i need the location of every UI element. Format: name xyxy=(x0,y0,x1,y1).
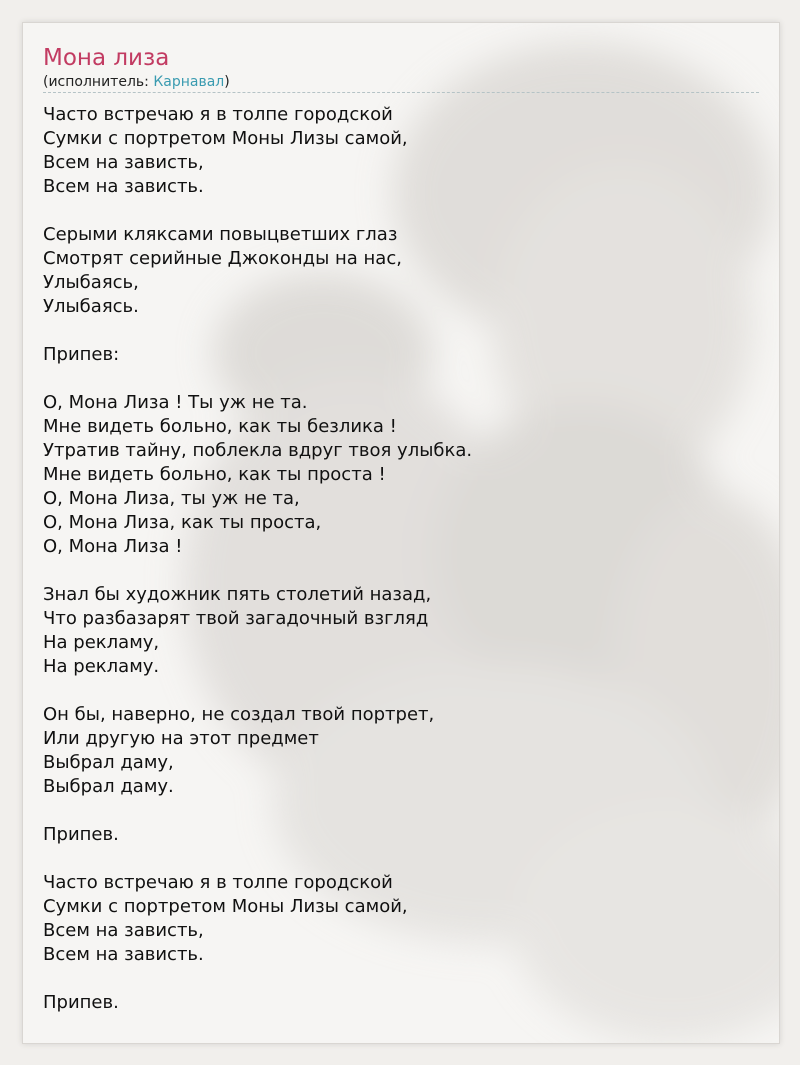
lyric-line: Часто встречаю я в толпе городской xyxy=(43,872,393,893)
lyric-line: Припев. xyxy=(43,992,119,1013)
lyric-line: Всем на зависть. xyxy=(43,944,204,965)
lyric-line: Всем на зависть, xyxy=(43,920,204,941)
lyric-line: Что разбазарят твой загадочный взгляд xyxy=(43,608,429,629)
lyrics-body xyxy=(43,103,759,1015)
lyric-line: На рекламу, xyxy=(43,632,160,653)
lyric-line xyxy=(43,319,759,343)
song-content xyxy=(43,43,759,1015)
lyric-line: Часто встречаю я в толпе городской xyxy=(43,104,393,125)
lyric-line: Сумки с портретом Моны Лизы самой, xyxy=(43,896,408,917)
lyric-line: Всем на зависть, xyxy=(43,152,204,173)
lyric-line xyxy=(43,799,759,823)
lyric-line: Или другую на этот предмет xyxy=(43,728,319,749)
lyric-line: О, Мона Лиза, как ты проста, xyxy=(43,512,322,533)
performer-prefix: (исполнитель: xyxy=(43,74,154,90)
lyric-line xyxy=(43,367,759,391)
lyric-line: О, Мона Лиза ! Ты уж не та. xyxy=(43,392,308,413)
lyric-line: Серыми кляксами повыцветших глаз xyxy=(43,224,398,245)
lyric-line: Выбрал даму, xyxy=(43,752,174,773)
lyric-line xyxy=(43,679,759,703)
lyric-line: Улыбаясь. xyxy=(43,296,139,317)
lyric-line xyxy=(43,847,759,871)
lyric-line: Припев: xyxy=(43,344,120,365)
lyric-line: Улыбаясь, xyxy=(43,272,139,293)
lyric-line: Всем на зависть. xyxy=(43,176,204,197)
lyric-line xyxy=(43,967,759,991)
lyrics-card xyxy=(22,22,780,1044)
artist-link[interactable]: Карнавал xyxy=(153,74,225,90)
lyric-line: Мне видеть больно, как ты проста ! xyxy=(43,464,386,485)
lyric-line: Припев. xyxy=(43,824,119,845)
lyric-line: Утратив тайну, поблекла вдруг твоя улыбка. xyxy=(43,440,473,461)
lyric-line: Знал бы художник пять столетий назад, xyxy=(43,584,432,605)
title-divider xyxy=(43,92,759,93)
lyric-line: О, Мона Лиза, ты уж не та, xyxy=(43,488,300,509)
lyric-line: Сумки с портретом Моны Лизы самой, xyxy=(43,128,408,149)
lyric-line: Смотрят серийные Джоконды на нас, xyxy=(43,248,402,269)
lyric-line: Он бы, наверно, не создал твой портрет, xyxy=(43,704,435,725)
lyric-line: О, Мона Лиза ! xyxy=(43,536,183,557)
lyric-line xyxy=(43,559,759,583)
lyric-line: Выбрал даму. xyxy=(43,776,174,797)
song-title: Мона лиза xyxy=(43,45,170,71)
lyric-line: Мне видеть больно, как ты безлика ! xyxy=(43,416,397,437)
performer-suffix: ) xyxy=(224,74,230,90)
lyric-line: На рекламу. xyxy=(43,656,160,677)
performer-line xyxy=(43,73,759,91)
lyric-line xyxy=(43,199,759,223)
